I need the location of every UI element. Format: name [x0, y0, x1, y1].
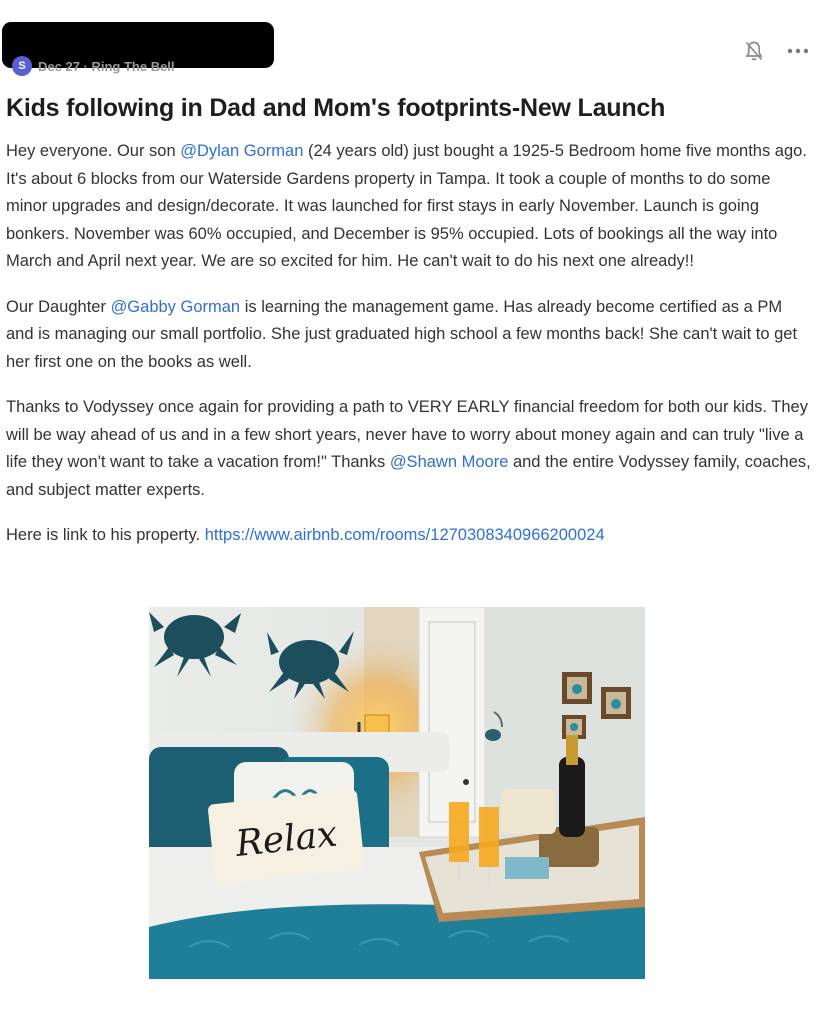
mention-dylan-gorman[interactable]: @Dylan Gorman: [180, 142, 304, 160]
post-actions: [743, 40, 809, 62]
paragraph-4: [6, 522, 814, 550]
airbnb-link[interactable]: https://www.airbnb.com/rooms/1270308340966200024: [204, 526, 605, 544]
p1-text-a: Hey everyone. Our son: [6, 142, 181, 160]
p2-text-a: Our Daughter: [6, 297, 111, 316]
p2-text-b: is learning the management game. Has already become certified as a PM and is managing our small portfolio. She just graduated high school a few months back! She can't wait to get her first one on the books as well.: [6, 297, 798, 371]
p4-text: Here is link to his property.: [6, 526, 205, 544]
post-meta-text: Dec 27 · Ring The Bell: [38, 58, 175, 74]
post-meta: [12, 55, 175, 77]
pillow-text: Relax: [233, 813, 340, 865]
paragraph-1: [6, 138, 814, 276]
mention-shawn-moore[interactable]: @Shawn Moore: [389, 453, 509, 471]
mention-gabby-gorman[interactable]: @Gabby Gorman: [110, 297, 241, 316]
post-title: Kids following in Dad and Mom's footprints-New Launch: [6, 94, 666, 122]
more-horizontal-icon[interactable]: [787, 40, 809, 62]
paragraph-3: [6, 394, 814, 504]
bell-off-icon[interactable]: [743, 40, 765, 62]
post-image[interactable]: [149, 607, 645, 979]
avatar[interactable]: S: [12, 56, 32, 76]
p3-text-a: Thanks to Vodyssey once again for providing a path to VERY EARLY financial freedom for both our kids. They will be way ahead of us and in a few short years, never have to worry about money again and can truly "live a life they won't want to take a vacation from!" Thanks: [6, 398, 808, 471]
paragraph-2: [6, 294, 814, 377]
post-body: [6, 138, 814, 568]
p3-text-b: and the entire Vodyssey family, coaches, and subject matter experts.: [6, 453, 811, 499]
p1-text-b: (24 years old) just bought a 1925-5 Bedroom home five months ago. It's about 6 blocks from our Waterside Gardens property in Tampa. It took a couple of months to do some minor upgrades and design/decorate. It was launched for first stays in early November. Launch is going bonkers. November was 60% occupied, and December is 95% occupied. Lots of bookings all the way into March and April next year. We are so excited for him. He can't wait to do his next one already!!: [6, 142, 807, 270]
